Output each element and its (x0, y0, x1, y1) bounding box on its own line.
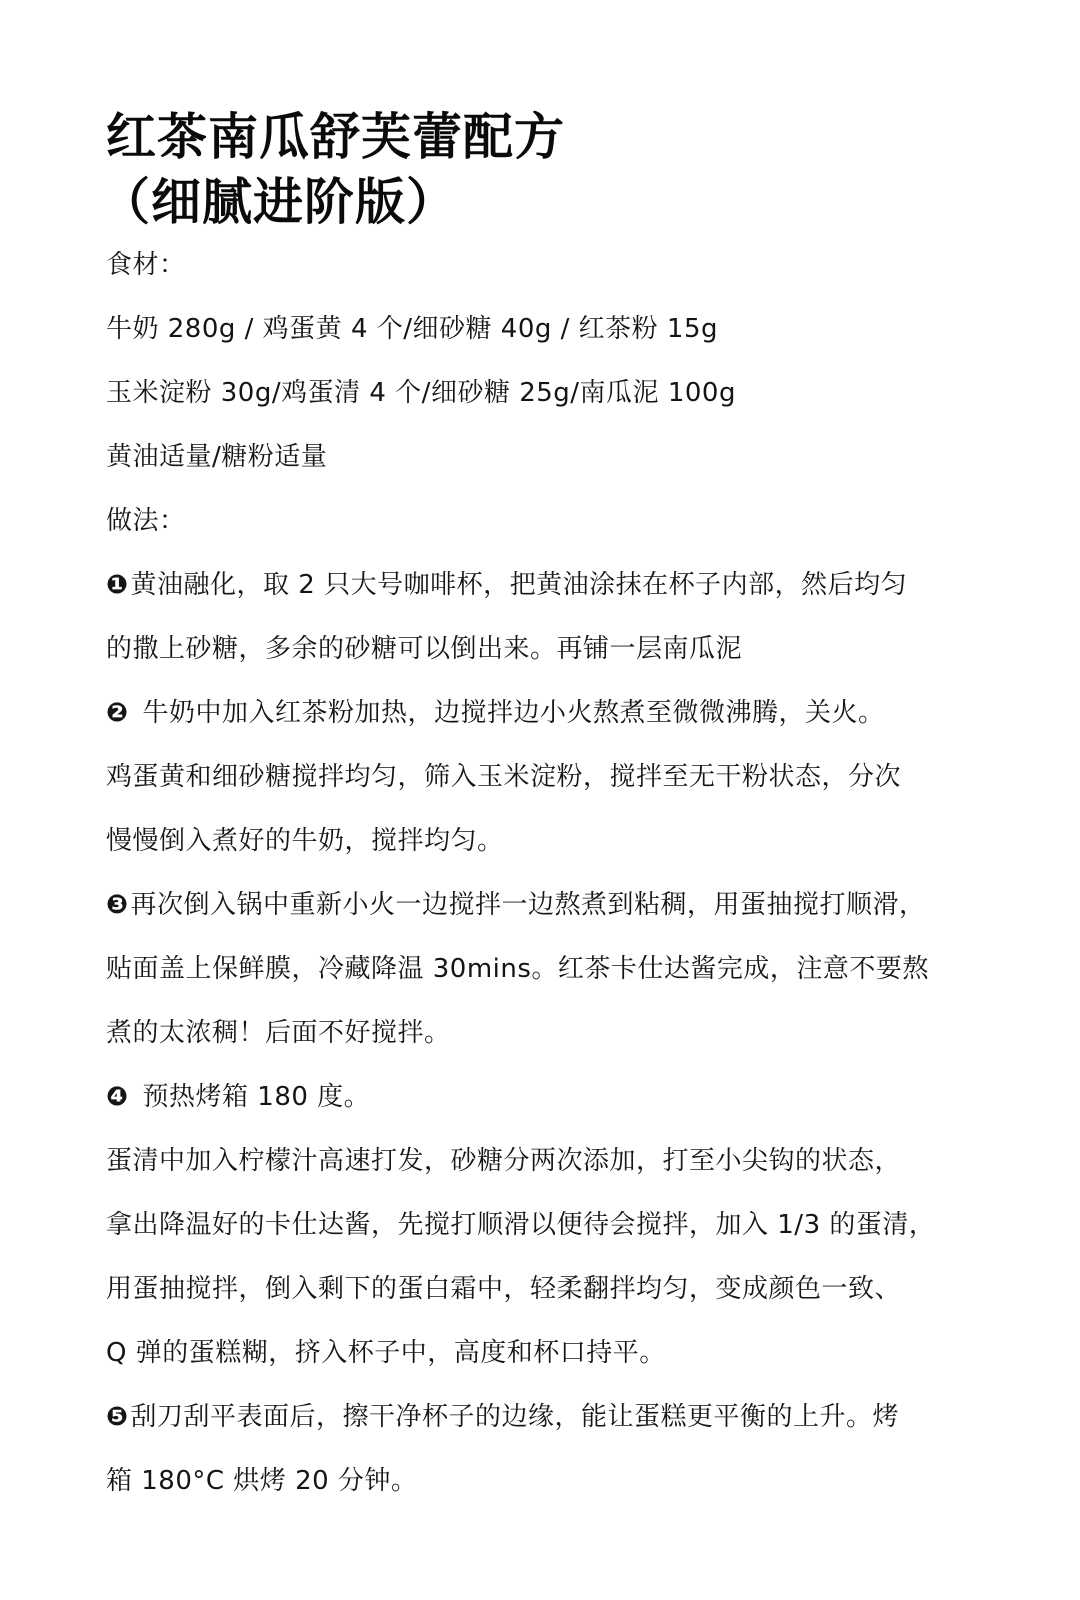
step-5-text: 刮刀刮平表面后，擦干净杯子的边缘，能让蛋糕更平衡的上升。烤 (130, 1402, 900, 1432)
step-1-line-1 (106, 567, 907, 603)
step-3-line-2: 贴面盖上保鲜膜，冷藏降温 30mins。红茶卡仕达酱完成，注意不要熬 (106, 954, 929, 984)
step-4-line-3: 拿出降温好的卡仕达酱，先搅打顺滑以便待会搅拌，加入 1/3 的蛋清， (106, 1210, 936, 1240)
ingredients-heading: 食材： (106, 250, 186, 280)
method-heading: 做法： (106, 506, 186, 536)
step-5-line-1 (106, 1399, 899, 1435)
step-5-line-2: 箱 180°C 烘烤 20 分钟。 (106, 1466, 418, 1496)
step-3-line-3: 煮的太浓稠！后面不好搅拌。 (106, 1018, 451, 1048)
step-5-number-icon: ❺ (106, 1402, 129, 1432)
ingredient-line-2: 玉米淀粉 30g/鸡蛋清 4 个/细砂糖 25g/南瓜泥 100g (106, 378, 736, 408)
step-2-line-1 (106, 695, 885, 731)
step-2-number-icon: ❷ (106, 698, 129, 728)
step-4-text: 预热烤箱 180 度。 (142, 1082, 371, 1112)
step-4-line-1 (106, 1079, 370, 1115)
step-1-number-icon: ❶ (106, 570, 129, 600)
step-3-line-1 (106, 887, 926, 923)
step-3-number-icon: ❸ (106, 890, 129, 920)
step-1-text: 黄油融化，取 2 只大号咖啡杯，把黄油涂抹在杯子内部，然后均匀 (130, 570, 908, 600)
title-line-1: 红茶南瓜舒芙蕾配方 (106, 108, 565, 166)
step-3-text: 再次倒入锅中重新小火一边搅拌一边熬煮到粘稠，用蛋抽搅打顺滑， (130, 890, 926, 920)
step-4-line-2: 蛋清中加入柠檬汁高速打发，砂糖分两次添加，打至小尖钩的状态， (106, 1146, 902, 1176)
step-2-line-3: 慢慢倒入煮好的牛奶，搅拌均匀。 (106, 826, 504, 856)
step-4-line-4: 用蛋抽搅拌，倒入剩下的蛋白霜中，轻柔翻拌均匀，变成颜色一致、 (106, 1274, 902, 1304)
step-1-line-2: 的撒上砂糖，多余的砂糖可以倒出来。再铺一层南瓜泥 (106, 634, 743, 664)
step-2-text: 牛奶中加入红茶粉加热，边搅拌边小火熬煮至微微沸腾，关火。 (142, 698, 885, 728)
ingredient-line-1: 牛奶 280g / 鸡蛋黄 4 个/细砂糖 40g / 红茶粉 15g (106, 314, 719, 344)
ingredient-line-3: 黄油适量/糖粉适量 (106, 442, 328, 472)
title-line-2: （细腻进阶版） (100, 173, 457, 231)
step-4-line-5: Q 弹的蛋糕糊，挤入杯子中，高度和杯口持平。 (106, 1338, 666, 1368)
step-4-number-icon: ❹ (106, 1082, 129, 1112)
step-2-line-2: 鸡蛋黄和细砂糖搅拌均匀，筛入玉米淀粉，搅拌至无干粉状态，分次 (106, 762, 902, 792)
